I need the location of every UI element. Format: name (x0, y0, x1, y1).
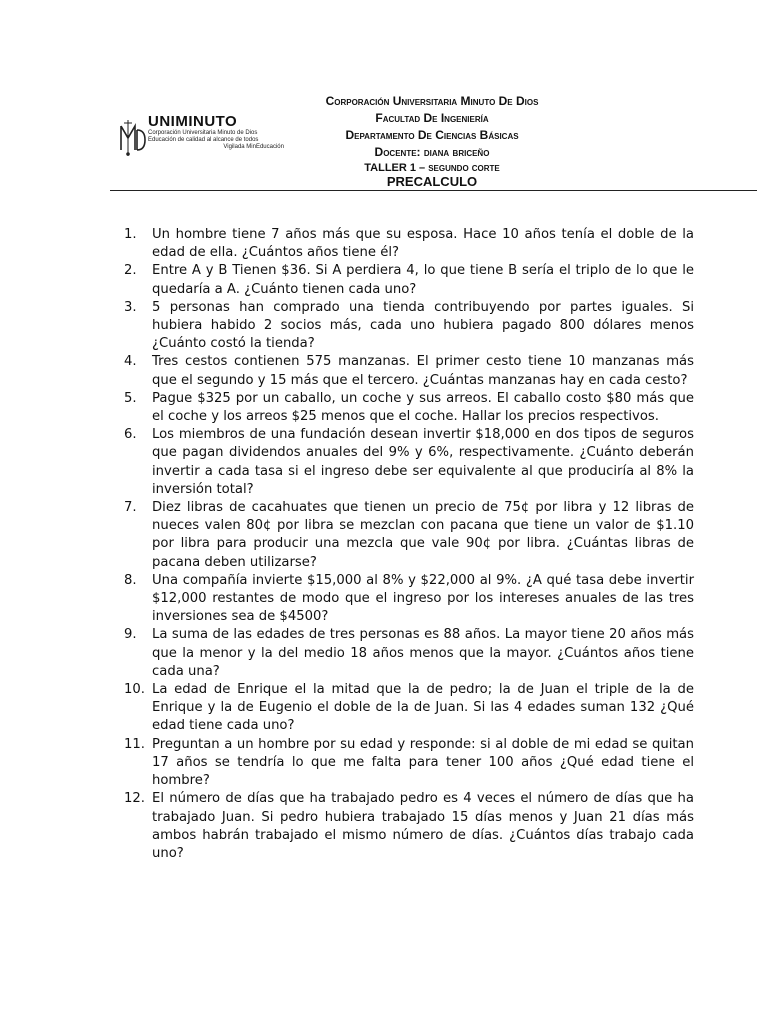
exercise-item (124, 299, 694, 354)
workshop-title: TALLER 1 – segundo corte (364, 162, 500, 174)
exercise-item (124, 226, 694, 262)
teacher-name: Docente: diana briceño (374, 145, 490, 159)
exercise-text: Diez libras de cacahuates que tienen un precio de 75¢ por libra y 12 libras de nueces valen 80¢ por libra se mezclan con pacana que tiene un valor de $1.10 por libra para producir una mezcla que vale 90¢ por libra. ¿Cuántas libras de pacana deben utilizarse? (152, 500, 694, 570)
exercise-text: Pague $325 por un caballo, un coche y sus arreos. El caballo costo $80 más que el coche y los arreos $25 menos que el coche. Hallar los precios respectivos. (152, 390, 694, 425)
header-divider (110, 190, 757, 191)
exercise-text: La edad de Enrique el la mitad que la de pedro; la de Juan el triple de la de Enrique y la de Eugenio el doble de la de Juan. Si las 4 edades suman 132 ¿Qué edad tiene cada uno? (152, 682, 694, 734)
exercise-item (124, 353, 694, 389)
exercise-text: La suma de las edades de tres personas es 88 años. La mayor tiene 20 años más que la menor y la del medio 18 años menos que la mayor. ¿Cuántos años tiene cada una? (152, 627, 694, 679)
exercise-number: 5. (124, 390, 137, 406)
exercise-text: Tres cestos contienen 575 manzanas. El primer cesto tiene 10 manzanas más que el segundo y 15 más que el tercero. ¿Cuántas manzanas hay en cada cesto? (152, 354, 694, 388)
exercise-number: 1. (124, 227, 137, 242)
exercise-number: 11. (124, 736, 145, 752)
exercise-item (124, 572, 694, 627)
exercise-item (124, 681, 694, 736)
exercise-text: El número de días que ha trabajado pedro es 4 veces el número de días que ha trabajado Juan. Si pedro hubiera trabajado 15 días menos y Juan 21 días más ambos habrán trabajado el mismo número de días. ¿Cuántos días trabajo cada uno? (152, 791, 694, 861)
uniminuto-emblem-icon (118, 116, 146, 158)
exercise-item (124, 390, 694, 426)
institution-name: Corporación Universitaria Minuto De Dios (325, 94, 539, 108)
exercise-text: Entre A y B Tienen $36. Si A perdiera 4, lo que tiene B sería el triplo de lo que le quedaría a A. ¿Cuánto tienen cada uno? (152, 263, 694, 297)
exercise-text: Los miembros de una fundación desean invertir $18,000 en dos tipos de seguros que pagan dividendos anuales del 9% y 6%, respectivamente. ¿Cuánto deberán invertir a cada tasa si el ingreso debe ser equivalente al que produciría al 8% la inversión total? (152, 427, 694, 497)
exercise-item (124, 736, 694, 791)
exercise-number: 9. (124, 627, 137, 643)
exercise-list (124, 226, 694, 863)
department-name: Departamento De Ciencias Básicas (345, 128, 519, 142)
exercise-text: Preguntan a un hombre por su edad y responde: si al doble de mi edad se quitan 17 años se tendría lo que me falta para tener 100 años ¿Qué edad tiene el hombre? (152, 736, 694, 789)
exercise-text: Un hombre tiene 7 años más que su esposa. Hace 10 años tenía el doble de la edad de ella. ¿Cuántos años tiene él? (152, 227, 694, 261)
exercise-text: Una compañía invierte $15,000 al 8% y $22,000 al 9%. ¿A qué tasa debe invertir $12,000 restantes de modo que el ingreso por los intereses anuales de las tres inversiones sea de $4500? (152, 572, 694, 625)
logo-wordmark: UNIMINUTO (148, 113, 238, 130)
course-title: PRECALCULO (386, 174, 478, 189)
exercise-item (124, 626, 694, 681)
logo-vigilada: Vigilada MinEducación (223, 144, 284, 150)
exercise-number: 6. (124, 427, 137, 443)
exercise-number: 12. (124, 791, 145, 807)
exercise-item (124, 790, 694, 863)
exercise-item (124, 499, 694, 572)
exercise-number: 2. (124, 263, 137, 279)
exercise-text: 5 personas han comprado una tienda contribuyendo por partes iguales. Si hubiera habido 2 socios más, cada uno hubiera pagado 800 dólares menos ¿Cuánto costó la tienda? (152, 299, 694, 352)
exercise-number: 3. (124, 299, 137, 315)
exercise-item (124, 262, 694, 298)
logo-tagline: Educación de calidad al alcance de todos (148, 137, 259, 143)
document-header (112, 90, 757, 188)
exercise-item (124, 426, 694, 499)
faculty-name: Facultad De Ingeniería (375, 111, 489, 125)
logo-subtitle: Corporación Universitaria Minuto de Dios (148, 130, 258, 136)
exercise-number: 8. (124, 572, 137, 588)
exercise-number: 4. (124, 354, 137, 370)
exercise-number: 7. (124, 500, 137, 516)
exercise-number: 10. (124, 682, 145, 698)
header-titles (262, 93, 602, 189)
